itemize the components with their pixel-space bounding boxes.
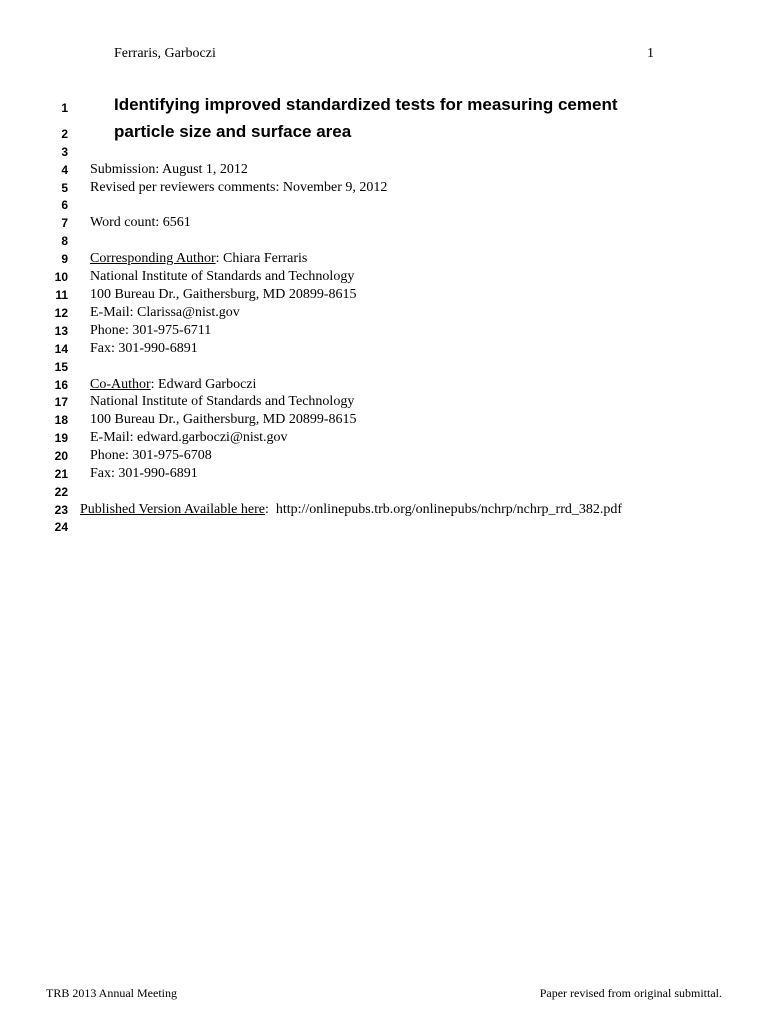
line-number: 13 [54, 324, 68, 338]
coauthor-institution: National Institute of Standards and Technology [90, 394, 355, 409]
footer-meeting: TRB 2013 Annual Meeting [46, 986, 177, 1000]
line-number: 6 [61, 198, 68, 212]
line-number: 2 [61, 127, 68, 141]
corresponding-author-institution: National Institute of Standards and Technology [90, 269, 355, 284]
line-number: 10 [54, 270, 68, 284]
line-number: 11 [55, 288, 68, 302]
corresponding-author-label: Corresponding Author [90, 251, 216, 266]
coauthor-label: Co-Author [90, 377, 151, 392]
line-number: 8 [61, 234, 68, 248]
coauthor-phone: Phone: 301-975-6708 [90, 448, 212, 463]
line-number: 19 [54, 431, 68, 445]
page-number: 1 [647, 46, 654, 61]
line-number: 23 [54, 503, 68, 517]
coauthor-address: 100 Bureau Dr., Gaithersburg, MD 20899-8615 [90, 412, 357, 427]
published-version-label: Published Version Available here [80, 502, 265, 517]
published-version-url[interactable]: http://onlinepubs.trb.org/onlinepubs/nchrp/nchrp_rrd_382.pdf [275, 502, 623, 517]
line-number: 16 [54, 378, 68, 392]
coauthor-line [90, 376, 256, 394]
submission-date: Submission: August 1, 2012 [90, 162, 248, 177]
line-number: 14 [54, 342, 68, 356]
coauthor-email: E-Mail: edward.garboczi@nist.gov [90, 430, 288, 445]
line-number: 5 [61, 181, 68, 195]
corresponding-author-fax: Fax: 301-990-6891 [90, 341, 198, 356]
paper-title-line-2: particle size and surface area [114, 122, 352, 141]
line-number: 21 [54, 467, 68, 481]
corresponding-author-address: 100 Bureau Dr., Gaithersburg, MD 20899-8615 [90, 287, 357, 302]
line-number: 17 [54, 395, 68, 409]
line-number: 24 [54, 520, 68, 534]
running-header-authors: Ferraris, Garboczi [114, 46, 216, 61]
corresponding-author-email: E-Mail: Clarissa@nist.gov [90, 305, 240, 320]
published-version-colon: : [264, 502, 269, 517]
corresponding-author-line [90, 250, 307, 268]
line-number: 12 [54, 306, 68, 320]
published-version-line [80, 501, 622, 519]
paper-title-line-1: Identifying improved standardized tests for measuring cement [114, 95, 618, 114]
coauthor-name: : Edward Garboczi [150, 377, 257, 392]
word-count: Word count: 6561 [90, 215, 191, 230]
line-number: 3 [61, 145, 68, 159]
footer-revision-note: Paper revised from original submittal. [539, 986, 722, 1000]
corresponding-author-name: : Chiara Ferraris [215, 251, 308, 266]
revised-date: Revised per reviewers comments: November 9, 2012 [90, 180, 388, 195]
line-number: 4 [61, 163, 68, 177]
line-number: 18 [54, 413, 68, 427]
line-number: 15 [54, 360, 68, 374]
corresponding-author-phone: Phone: 301-975-6711 [90, 323, 212, 338]
line-number: 1 [61, 101, 68, 115]
line-number: 7 [61, 216, 68, 230]
line-number: 20 [54, 449, 68, 463]
coauthor-fax: Fax: 301-990-6891 [90, 466, 198, 481]
line-number: 9 [61, 252, 68, 266]
line-number: 22 [54, 485, 68, 499]
